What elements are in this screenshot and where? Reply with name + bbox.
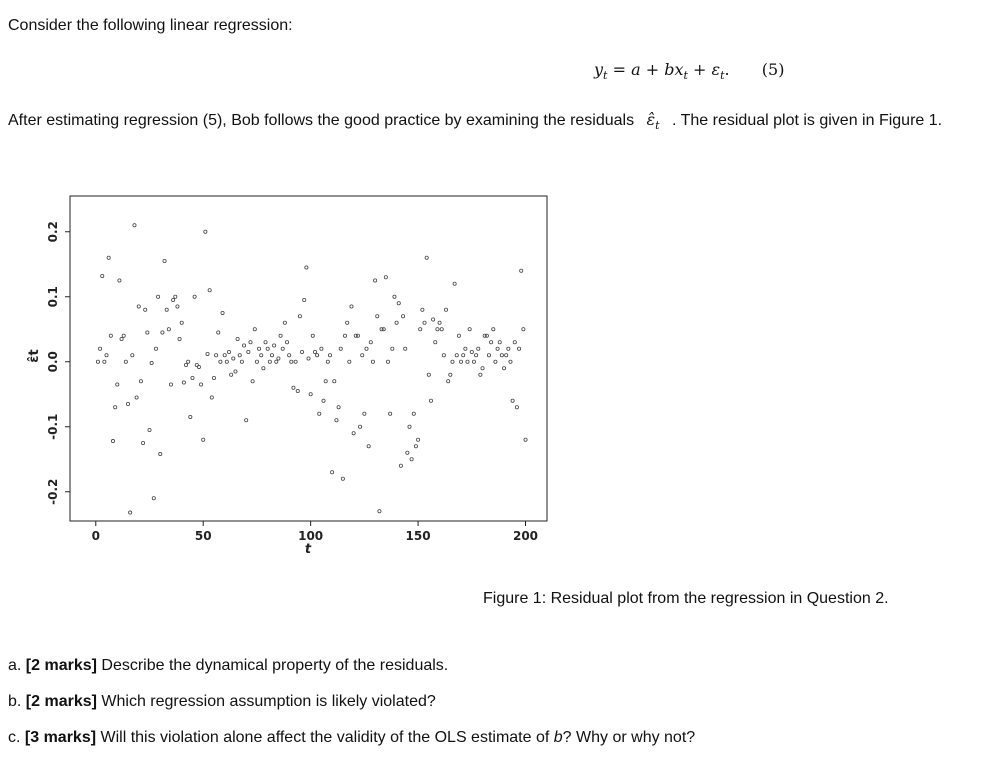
data-point: [348, 360, 351, 363]
data-point: [202, 438, 205, 441]
data-point: [109, 334, 112, 337]
data-point: [120, 337, 123, 340]
data-point: [326, 360, 329, 363]
data-point: [328, 354, 331, 357]
data-point: [399, 464, 402, 467]
question-b-text: Which regression assumption is likely violated?: [96, 693, 436, 710]
data-point: [292, 386, 295, 389]
data-point: [277, 357, 280, 360]
data-point: [107, 256, 110, 259]
data-point: [172, 298, 175, 301]
data-point: [339, 347, 342, 350]
data-point: [468, 328, 471, 331]
data-point: [384, 276, 387, 279]
residual-sentence-after: . The residual plot is given in Figure 1.: [672, 112, 943, 129]
y-tick-label: 0.1: [46, 286, 60, 308]
data-point: [238, 354, 241, 357]
data-point: [485, 334, 488, 337]
data-point: [459, 360, 462, 363]
data-point: [234, 370, 237, 373]
data-point: [281, 347, 284, 350]
data-point: [421, 308, 424, 311]
data-point: [440, 328, 443, 331]
plot-frame: [70, 196, 547, 521]
data-point: [464, 347, 467, 350]
data-point: [135, 396, 138, 399]
data-point: [350, 305, 353, 308]
data-point: [447, 380, 450, 383]
data-point: [307, 357, 310, 360]
data-point: [423, 321, 426, 324]
data-point: [391, 347, 394, 350]
data-point: [217, 331, 220, 334]
data-point: [479, 373, 482, 376]
data-point: [96, 360, 99, 363]
data-point: [253, 328, 256, 331]
data-point: [240, 360, 243, 363]
data-point: [264, 341, 267, 344]
data-point: [129, 511, 132, 514]
data-point: [374, 279, 377, 282]
data-point: [410, 458, 413, 461]
data-point: [313, 350, 316, 353]
data-point: [498, 341, 501, 344]
x-axis-label: t: [304, 542, 312, 557]
data-point: [273, 344, 276, 347]
eq-x: x: [674, 60, 684, 79]
eq-plus-1: +: [645, 60, 660, 79]
residual-symbol-sub: t: [655, 119, 660, 133]
data-point: [288, 354, 291, 357]
data-point: [247, 350, 250, 353]
question-a-text: Describe the dynamical property of the residuals.: [96, 657, 449, 674]
question-b: [8, 692, 436, 712]
data-point: [131, 354, 134, 357]
data-point: [275, 360, 278, 363]
data-point: [167, 328, 170, 331]
data-point: [404, 347, 407, 350]
data-point: [309, 393, 312, 396]
data-point: [324, 380, 327, 383]
data-point: [393, 295, 396, 298]
data-point: [455, 354, 458, 357]
data-point: [268, 360, 271, 363]
data-point: [513, 341, 516, 344]
data-point: [449, 373, 452, 376]
data-point: [462, 354, 465, 357]
data-point: [386, 360, 389, 363]
data-point: [470, 350, 473, 353]
data-point: [178, 337, 181, 340]
data-point: [191, 376, 194, 379]
question-c-prefix: c.: [8, 729, 25, 746]
data-point: [333, 380, 336, 383]
data-point: [511, 399, 514, 402]
data-point: [451, 360, 454, 363]
data-point: [490, 341, 493, 344]
question-b-prefix: b.: [8, 693, 26, 710]
data-point: [509, 360, 512, 363]
data-point: [438, 321, 441, 324]
data-point: [199, 383, 202, 386]
data-point: [378, 510, 381, 513]
x-tick-label: 200: [512, 529, 539, 543]
data-point: [230, 373, 233, 376]
data-point: [453, 282, 456, 285]
x-tick-label: 50: [194, 529, 212, 543]
data-point: [363, 412, 366, 415]
data-point: [242, 344, 245, 347]
eq-y: y: [594, 60, 604, 79]
data-point: [141, 441, 144, 444]
data-point: [335, 419, 338, 422]
data-point: [156, 295, 159, 298]
data-point: [412, 412, 415, 415]
x-axis: [92, 521, 538, 543]
data-point: [133, 224, 136, 227]
figure-caption: Figure 1: Residual plot from the regression in Question 2.: [483, 590, 889, 607]
eq-a: a: [631, 60, 641, 79]
data-point: [126, 402, 129, 405]
data-point: [522, 328, 525, 331]
question-c: [8, 728, 695, 748]
intro-text: Consider the following linear regression:: [8, 17, 293, 34]
data-point: [472, 360, 475, 363]
data-point: [389, 412, 392, 415]
eq-plus-2: +: [693, 60, 707, 79]
eq-x-sub: t: [683, 69, 688, 83]
eq-number: (5): [761, 60, 785, 79]
data-point: [427, 373, 430, 376]
x-tick-label: 100: [298, 529, 324, 543]
data-point: [210, 396, 213, 399]
data-point: [296, 389, 299, 392]
data-point: [444, 308, 447, 311]
data-point: [520, 269, 523, 272]
question-c-marks: [3 marks]: [24, 729, 97, 746]
data-point: [236, 337, 239, 340]
question-a-marks: [2 marks]: [25, 657, 97, 674]
data-point: [184, 363, 187, 366]
data-point: [208, 289, 211, 292]
data-point: [165, 308, 168, 311]
data-point: [137, 305, 140, 308]
data-point: [356, 334, 359, 337]
data-point: [114, 406, 117, 409]
data-point: [215, 354, 218, 357]
data-point: [189, 415, 192, 418]
y-axis-label: ε̂t: [27, 349, 42, 363]
data-point: [204, 230, 207, 233]
data-point: [163, 259, 166, 262]
data-point: [524, 438, 527, 441]
data-point: [436, 328, 439, 331]
data-point: [251, 380, 254, 383]
data-point: [318, 412, 321, 415]
eq-epsilon: ε: [711, 60, 721, 79]
data-point: [249, 341, 252, 344]
data-point: [227, 350, 230, 353]
question-b-marks: [2 marks]: [25, 693, 97, 710]
data-point: [429, 399, 432, 402]
data-point: [419, 328, 422, 331]
data-point: [103, 360, 106, 363]
data-point: [223, 354, 226, 357]
data-point: [397, 302, 400, 305]
data-point: [395, 321, 398, 324]
data-point: [434, 341, 437, 344]
data-point: [502, 367, 505, 370]
y-axis: [46, 221, 70, 505]
data-point: [262, 367, 265, 370]
data-point: [515, 406, 518, 409]
data-point: [232, 357, 235, 360]
data-point: [298, 315, 301, 318]
data-point: [322, 399, 325, 402]
question-c-tail: ? Why or why not?: [562, 729, 696, 746]
data-point: [474, 354, 477, 357]
data-point: [358, 425, 361, 428]
eq-epsilon-sub: t: [720, 69, 725, 83]
data-point: [152, 497, 155, 500]
data-point: [477, 347, 480, 350]
data-point: [176, 305, 179, 308]
question-a: [8, 656, 448, 676]
data-point: [352, 432, 355, 435]
data-point: [371, 360, 374, 363]
data-point: [315, 354, 318, 357]
data-point: [283, 321, 286, 324]
data-point: [343, 334, 346, 337]
data-point: [367, 445, 370, 448]
data-point: [154, 347, 157, 350]
data-point: [101, 274, 104, 277]
data-point: [492, 328, 495, 331]
residual-symbol: ε̂: [646, 110, 656, 129]
data-point: [500, 354, 503, 357]
data-point: [124, 360, 127, 363]
data-point: [98, 347, 101, 350]
data-point: [245, 419, 248, 422]
data-point: [361, 354, 364, 357]
data-point: [270, 354, 273, 357]
data-point: [432, 318, 435, 321]
eq-equals: =: [612, 60, 626, 79]
data-point: [150, 361, 153, 364]
data-point: [496, 347, 499, 350]
data-point: [505, 354, 508, 357]
data-point: [116, 383, 119, 386]
y-tick-label: 0.2: [46, 221, 60, 243]
data-point: [294, 360, 297, 363]
data-point: [303, 298, 306, 301]
data-point: [169, 383, 172, 386]
data-point: [487, 354, 490, 357]
data-point: [174, 295, 177, 298]
y-tick-label: -0.1: [46, 413, 60, 440]
data-point: [401, 315, 404, 318]
data-point: [320, 347, 323, 350]
data-point: [331, 471, 334, 474]
data-point: [221, 311, 224, 314]
data-point: [159, 452, 162, 455]
data-point: [105, 354, 108, 357]
data-point: [257, 347, 260, 350]
y-tick-label: -0.2: [46, 478, 60, 505]
data-point: [507, 347, 510, 350]
data-point: [466, 360, 469, 363]
x-tick-label: 150: [405, 529, 431, 543]
data-point: [161, 331, 164, 334]
residual-sentence-before: After estimating regression (5), Bob follows the good practice by examining the residuals: [8, 112, 635, 129]
data-point: [481, 367, 484, 370]
question-c-text: Will this violation alone affect the validity of the OLS estimate of: [96, 729, 554, 746]
data-point: [305, 266, 308, 269]
data-point: [255, 360, 258, 363]
data-point: [337, 406, 340, 409]
data-points: [96, 224, 527, 514]
data-point: [182, 381, 185, 384]
data-point: [300, 350, 303, 353]
data-point: [369, 341, 372, 344]
data-point: [206, 352, 209, 355]
data-point: [139, 380, 142, 383]
data-point: [197, 365, 200, 368]
data-point: [425, 256, 428, 259]
data-point: [122, 334, 125, 337]
data-point: [494, 360, 497, 363]
data-point: [219, 360, 222, 363]
data-point: [416, 438, 419, 441]
data-point: [148, 428, 151, 431]
data-point: [414, 445, 417, 448]
data-point: [180, 321, 183, 324]
data-point: [382, 328, 385, 331]
data-point: [111, 439, 114, 442]
eq-y-sub: t: [603, 69, 608, 83]
data-point: [376, 315, 379, 318]
question-c-var: b: [553, 729, 563, 746]
data-point: [285, 341, 288, 344]
question-a-prefix: a.: [8, 657, 26, 674]
data-point: [517, 347, 520, 350]
data-point: [225, 360, 228, 363]
y-tick-label: 0.0: [46, 351, 60, 373]
data-point: [193, 295, 196, 298]
x-tick-label: 0: [91, 529, 100, 543]
data-point: [442, 354, 445, 357]
data-point: [341, 477, 344, 480]
data-point: [365, 347, 368, 350]
data-point: [118, 279, 121, 282]
data-point: [266, 347, 269, 350]
eq-b: b: [664, 60, 675, 79]
data-point: [311, 334, 314, 337]
data-point: [144, 308, 147, 311]
data-point: [260, 354, 263, 357]
data-point: [346, 321, 349, 324]
eq-dot: .: [724, 60, 730, 79]
data-point: [187, 360, 190, 363]
data-point: [457, 334, 460, 337]
data-point: [408, 425, 411, 428]
data-point: [212, 376, 215, 379]
data-point: [406, 451, 409, 454]
data-point: [290, 360, 293, 363]
data-point: [146, 331, 149, 334]
data-point: [279, 334, 282, 337]
